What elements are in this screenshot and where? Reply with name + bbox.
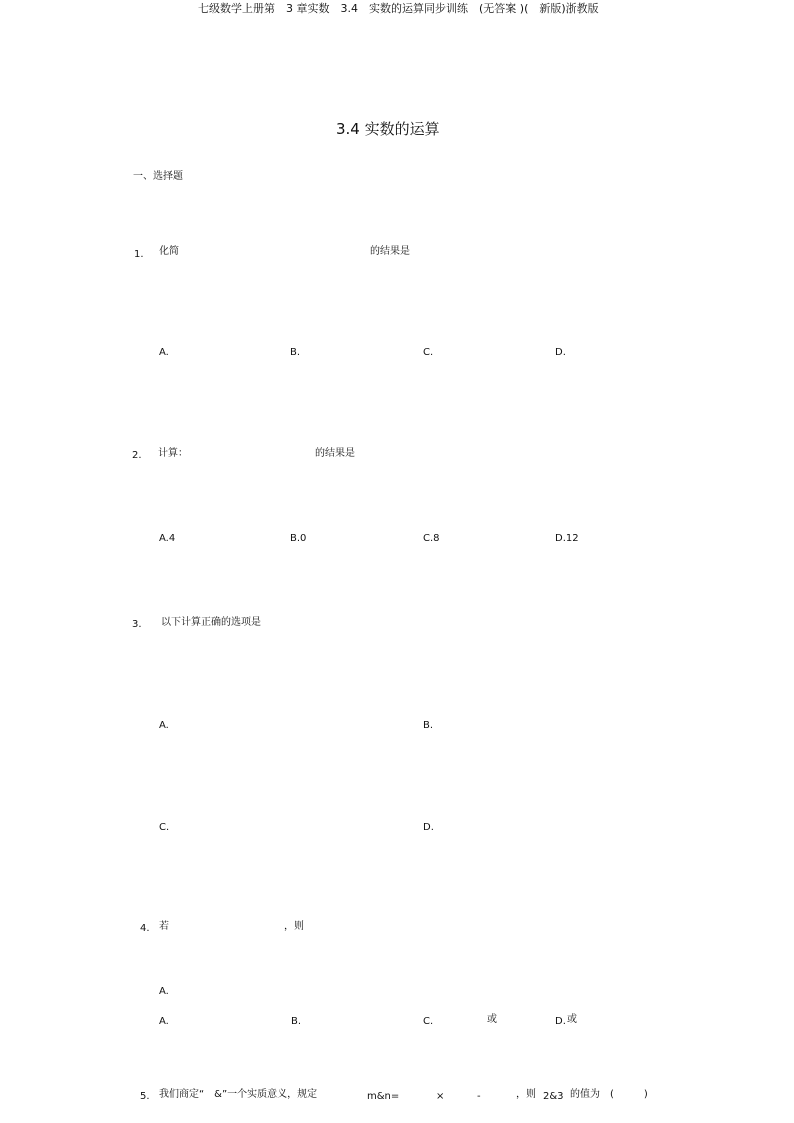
question-number: 1.	[134, 249, 144, 260]
question-number: 4.	[140, 923, 150, 934]
option-a: A.	[159, 1016, 169, 1027]
option-a: A.4	[159, 533, 176, 544]
question-text: 的结果是	[315, 448, 355, 459]
option-d: D.	[555, 1016, 566, 1027]
stray-option-label: A.	[159, 986, 169, 997]
times-sign: ×	[436, 1091, 445, 1102]
section-heading: 一、选择题	[133, 171, 183, 182]
question-number: 3.	[132, 619, 142, 630]
option-c: C.	[423, 347, 434, 358]
option-b: B.	[423, 720, 434, 731]
question-text: 化简	[159, 246, 179, 257]
question-text: 的结果是	[370, 246, 410, 257]
option-a: A.	[159, 347, 169, 358]
option-d-or: 或	[567, 1014, 577, 1025]
question-text: 的值为 ( )	[570, 1089, 648, 1100]
question-text: 我们商定“ &”一个实质意义，规定	[159, 1089, 318, 1100]
question-number: 2.	[132, 450, 142, 461]
question-text: ，则	[284, 921, 304, 932]
page-header: 七级数学上册第 3 章实数 3.4 实数的运算同步训练 (无答案 )( 新版)浙教版	[198, 2, 599, 15]
question-text: 若	[159, 921, 169, 932]
option-d: D.	[555, 347, 566, 358]
expression: m&n=	[367, 1091, 400, 1102]
option-c: C.	[159, 822, 170, 833]
option-c: C.	[423, 1016, 434, 1027]
page-title: 3.4 实数的运算	[336, 120, 440, 138]
option-d: D.12	[555, 533, 579, 544]
option-a: A.	[159, 720, 169, 731]
question-number: 5.	[140, 1091, 150, 1102]
option-c: C.8	[423, 533, 440, 544]
option-c-or: 或	[487, 1014, 497, 1025]
minus-sign: -	[477, 1091, 481, 1102]
expression: 2&3	[543, 1091, 564, 1102]
question-text: ，则	[516, 1089, 536, 1100]
question-text: 计算：	[158, 448, 188, 459]
option-d: D.	[423, 822, 434, 833]
question-text: 以下计算正确的选项是	[161, 617, 261, 628]
option-b: B.	[291, 1016, 302, 1027]
option-b: B.	[290, 347, 301, 358]
option-b: B.0	[290, 533, 307, 544]
